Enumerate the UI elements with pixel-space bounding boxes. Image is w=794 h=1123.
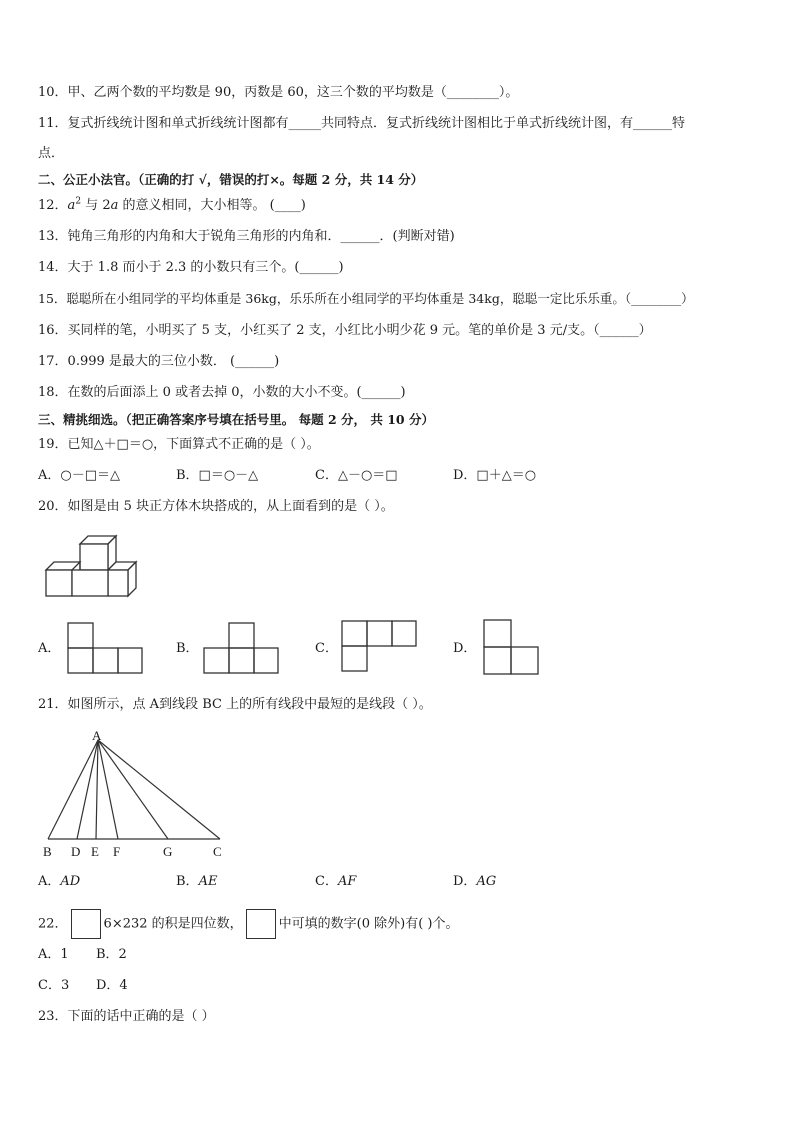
q20-text: 如图是由 5 块正方体木块搭成的，从上面看到的是（ ）。 bbox=[67, 499, 394, 514]
q10-number: 10． bbox=[38, 85, 68, 100]
point-f-label: F bbox=[113, 844, 121, 859]
question-10 bbox=[38, 84, 518, 102]
question-20 bbox=[38, 498, 394, 516]
q12-exponent: 2 bbox=[75, 196, 82, 207]
point-d-label: D bbox=[71, 844, 81, 859]
q22-option-b[interactable]: B．2 bbox=[96, 947, 127, 962]
question-13 bbox=[38, 228, 455, 246]
q20-option-b-figure[interactable] bbox=[202, 621, 280, 677]
q19-option-c[interactable]: C．△－○＝□ bbox=[315, 468, 398, 483]
q15-number: 15． bbox=[38, 291, 67, 306]
q21-text: 如图所示，点 A到线段 BC 上的所有线段中最短的是线段（ ）。 bbox=[67, 697, 432, 712]
q14-text: 大于 1.8 而小于 2.3 的小数只有三个。(______) bbox=[67, 260, 344, 275]
point-c-label: C bbox=[213, 844, 222, 859]
q16-number: 16． bbox=[38, 323, 68, 338]
q11-number: 11． bbox=[38, 116, 68, 131]
q22-blank-box-2 bbox=[246, 909, 276, 939]
question-17 bbox=[38, 353, 279, 371]
q21-option-d-letter: D． bbox=[453, 874, 477, 889]
question-11-line1 bbox=[38, 115, 685, 133]
section-2-heading: 二、公正小法官。（正确的打 √，错误的打×。每题 2 分，共 14 分） bbox=[38, 172, 424, 187]
question-18 bbox=[38, 384, 406, 402]
q22-option-a[interactable]: A．1 bbox=[38, 947, 69, 962]
q22-mid: 6×232 的积是四位数， bbox=[103, 916, 243, 932]
q17-text: 0.999 是最大的三位小数． (______) bbox=[67, 354, 280, 369]
section-3-heading: 三、精挑细选。（把正确答案序号填在括号里。 每题 2 分， 共 10 分） bbox=[38, 412, 434, 427]
q20-option-a-figure[interactable] bbox=[66, 621, 144, 677]
q21-option-a[interactable] bbox=[38, 873, 80, 891]
q21-option-a-value: AD bbox=[60, 874, 81, 889]
q22-blank-box-1 bbox=[71, 909, 101, 939]
q23-number: 23． bbox=[38, 1009, 68, 1024]
q21-option-c[interactable] bbox=[315, 873, 356, 891]
q12-var-a: a bbox=[67, 198, 76, 213]
q22-number: 22． bbox=[38, 916, 68, 932]
q20-option-d-figure[interactable] bbox=[482, 618, 542, 676]
q20-option-c-figure[interactable] bbox=[340, 619, 418, 675]
q20-option-a-label[interactable]: A． bbox=[38, 641, 61, 656]
q21-option-c-letter: C． bbox=[315, 874, 338, 889]
question-14 bbox=[38, 259, 344, 277]
q20-option-d-label[interactable]: D． bbox=[453, 641, 477, 656]
q12-var-a2: a bbox=[110, 198, 119, 213]
question-11-line2: 点． bbox=[38, 146, 65, 161]
triangle-figure bbox=[38, 728, 238, 862]
q21-option-b-letter: B． bbox=[176, 874, 199, 889]
question-23 bbox=[38, 1008, 215, 1026]
point-e-label: E bbox=[91, 844, 99, 859]
cube-stack-figure bbox=[40, 532, 144, 602]
q19-number: 19． bbox=[38, 437, 68, 452]
q15-text: 聪聪所在小组同学的平均体重是 36kg，乐乐所在小组同学的平均体重是 34kg，聪聪一定比乐乐重。（________） bbox=[66, 291, 694, 306]
question-15 bbox=[38, 290, 694, 308]
q22-option-d[interactable]: D．4 bbox=[96, 978, 128, 993]
q19-option-a[interactable]: A．○－□＝△ bbox=[38, 468, 121, 483]
q19-option-d[interactable]: D．□＋△＝○ bbox=[453, 468, 537, 483]
question-16 bbox=[38, 322, 652, 340]
q16-text: 买同样的笔，小明买了 5 支，小红买了 2 支，小红比小明少花 9 元。笔的单价是 3 元/支。（______） bbox=[67, 323, 652, 338]
question-19 bbox=[38, 436, 320, 454]
q19-text: 已知△＋□＝○，下面算式不正确的是（ ）。 bbox=[67, 437, 320, 452]
point-g-label: G bbox=[163, 844, 173, 859]
point-a-label: A bbox=[92, 728, 102, 743]
q21-option-b-value: AE bbox=[198, 874, 218, 889]
q14-number: 14． bbox=[38, 260, 68, 275]
question-21 bbox=[38, 696, 432, 714]
q21-number: 21． bbox=[38, 697, 68, 712]
q21-option-b[interactable] bbox=[176, 873, 217, 891]
q18-text: 在数的后面添上 0 或者去掉 0，小数的大小不变。(______) bbox=[67, 385, 406, 400]
q21-option-d[interactable] bbox=[453, 873, 496, 891]
question-22 bbox=[38, 909, 458, 940]
q22-option-c[interactable]: C．3 bbox=[38, 978, 70, 993]
q12-rest: 的意义相同，大小相等。 (____) bbox=[118, 198, 306, 213]
q13-text: 钝角三角形的内角和大于锐角三角形的内角和．______．(判断对错) bbox=[67, 229, 455, 244]
q23-text: 下面的话中正确的是（ ） bbox=[67, 1009, 215, 1024]
q12-two: 2 bbox=[102, 198, 111, 213]
q18-number: 18． bbox=[38, 385, 68, 400]
q21-option-c-value: AF bbox=[337, 874, 357, 889]
q21-option-a-letter: A． bbox=[38, 874, 61, 889]
q20-option-b-label[interactable]: B． bbox=[176, 641, 199, 656]
q11-text: 复式折线统计图和单式折线统计图都有_____共同特点．复式折线统计图相比于单式折线统计图，有______特 bbox=[67, 116, 686, 131]
q22-rest: 中可填的数字(0 除外)有( )个。 bbox=[278, 916, 459, 932]
q20-number: 20． bbox=[38, 499, 68, 514]
q12-number: 12． bbox=[38, 198, 68, 213]
q17-number: 17． bbox=[38, 354, 68, 369]
point-b-label: B bbox=[43, 844, 52, 859]
q13-number: 13． bbox=[38, 229, 68, 244]
q20-option-c-label[interactable]: C． bbox=[315, 641, 338, 656]
q12-mid: 与 bbox=[81, 198, 103, 213]
q19-option-b[interactable]: B．□＝○－△ bbox=[176, 468, 259, 483]
q21-option-d-value: AG bbox=[476, 874, 497, 889]
question-12 bbox=[38, 197, 306, 215]
q10-text: 甲、乙两个数的平均数是 90，丙数是 60，这三个数的平均数是（________）。 bbox=[67, 85, 519, 100]
